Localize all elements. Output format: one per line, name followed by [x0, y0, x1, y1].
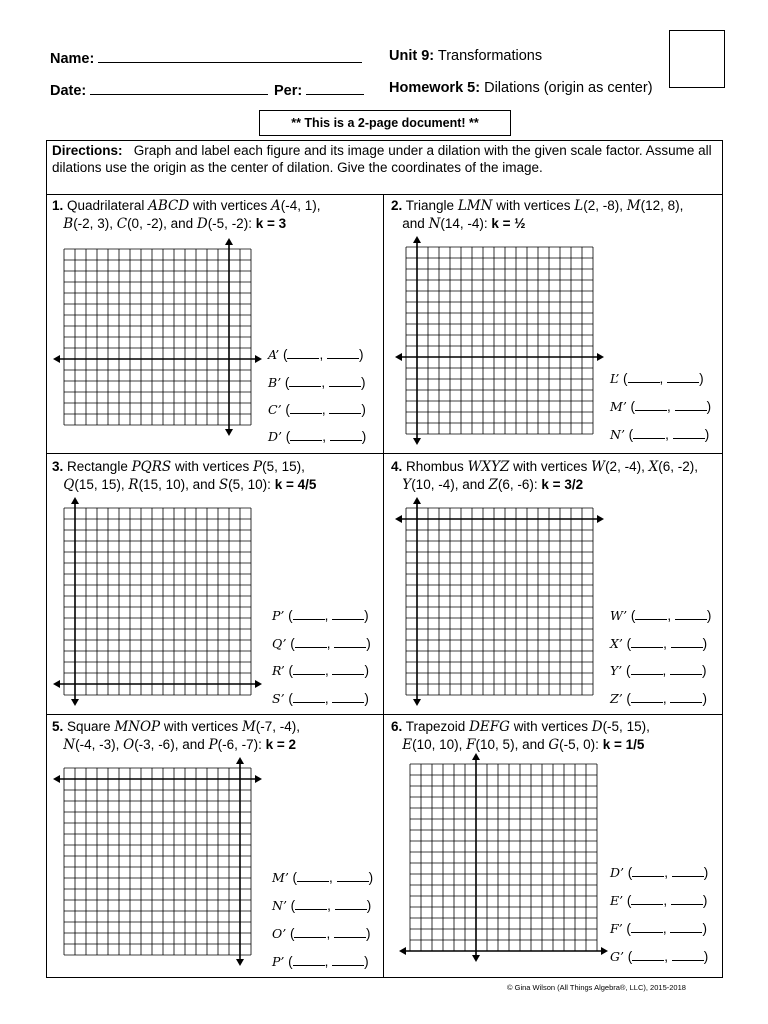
unit-label: Unit 9:	[389, 48, 435, 64]
divider-center	[383, 194, 384, 978]
answer-blank[interactable]	[332, 690, 364, 703]
problem-3-text: 3. Rectangle PQRS with vertices P(5, 15), Q(15, 15), R(15, 10), and S(5, 10): k = 4/5	[52, 459, 317, 493]
answer-3b[interactable]: Q’ ( , )	[272, 636, 371, 651]
divider-directions	[46, 194, 723, 195]
answer-3d[interactable]: S’ ( , )	[272, 691, 369, 706]
answer-blank[interactable]	[297, 869, 329, 882]
x-axis-arrow-left	[53, 775, 60, 783]
answer-blank[interactable]	[673, 426, 705, 439]
coordinate-grid-1[interactable]	[52, 241, 264, 453]
directions-label: Directions:	[52, 143, 123, 158]
unit-name: Transformations	[437, 48, 543, 64]
answer-blank[interactable]	[631, 635, 663, 648]
answer-blank[interactable]	[670, 662, 702, 675]
answer-blank[interactable]	[293, 690, 325, 703]
answer-blank[interactable]	[675, 607, 707, 620]
answer-blank[interactable]	[334, 635, 366, 648]
y-axis-arrow-down	[472, 955, 480, 962]
answer-blank[interactable]	[670, 920, 702, 933]
answer-blank[interactable]	[633, 426, 665, 439]
coordinate-grid-5[interactable]	[52, 756, 264, 968]
answer-blank[interactable]	[337, 869, 369, 882]
answer-blank[interactable]	[289, 374, 321, 387]
x-axis-arrow-right	[597, 515, 604, 523]
answer-5c[interactable]: O’ ( , )	[272, 926, 371, 941]
answer-blank[interactable]	[290, 401, 322, 414]
answer-blank[interactable]	[294, 925, 326, 938]
y-axis-arrow-up	[71, 497, 79, 504]
x-axis-arrow-right	[255, 775, 262, 783]
answer-blank[interactable]	[628, 370, 660, 383]
answer-6b[interactable]: E’ ( , )	[610, 893, 708, 908]
answer-blank[interactable]	[667, 370, 699, 383]
answer-blank[interactable]	[672, 864, 704, 877]
coordinate-grid-6[interactable]	[398, 760, 610, 972]
per-label: Per:	[274, 83, 303, 99]
answer-blank[interactable]	[334, 925, 366, 938]
answer-blank[interactable]	[329, 401, 361, 414]
answer-5b[interactable]: N’ ( , )	[272, 898, 372, 913]
y-axis-arrow-down	[413, 438, 421, 445]
coordinate-grid-2[interactable]	[394, 241, 606, 453]
answer-blank[interactable]	[332, 607, 364, 620]
answer-1c[interactable]: C’ ( , )	[268, 402, 366, 417]
divider-row-1	[46, 453, 723, 454]
answer-blank[interactable]	[670, 690, 702, 703]
answer-5d[interactable]: P’ ( , )	[272, 954, 369, 969]
date-label: Date:	[50, 83, 87, 99]
x-axis-arrow-left	[53, 355, 60, 363]
divider-row-2	[46, 714, 723, 715]
homework-label: Homework 5:	[389, 80, 481, 96]
answer-2c[interactable]: N’ ( , )	[610, 427, 710, 442]
answer-blank[interactable]	[675, 398, 707, 411]
answer-blank[interactable]	[295, 897, 327, 910]
answer-1d[interactable]: D’ ( , )	[268, 429, 367, 444]
answer-blank[interactable]	[671, 635, 703, 648]
answer-blank[interactable]	[672, 948, 704, 961]
per-blank[interactable]	[306, 80, 364, 95]
answer-blank[interactable]	[631, 662, 663, 675]
coordinate-grid-4[interactable]	[394, 498, 606, 710]
answer-blank[interactable]	[631, 892, 663, 905]
answer-blank[interactable]	[287, 346, 319, 359]
coordinate-grid-3[interactable]	[52, 496, 264, 708]
answer-blank[interactable]	[671, 892, 703, 905]
y-axis-arrow-down	[225, 429, 233, 436]
answer-blank[interactable]	[635, 398, 667, 411]
answer-blank[interactable]	[631, 690, 663, 703]
name-blank[interactable]	[98, 48, 362, 63]
answer-3a[interactable]: P’ ( , )	[272, 608, 369, 623]
y-axis-arrow-up	[413, 497, 421, 504]
answer-6a[interactable]: D’ ( , )	[610, 865, 709, 880]
answer-blank[interactable]	[332, 953, 364, 966]
answer-6d[interactable]: G’ ( , )	[610, 949, 709, 964]
answer-blank[interactable]	[632, 864, 664, 877]
answer-blank[interactable]	[290, 428, 322, 441]
problem-2-text: 2. Triangle LMN with vertices L(2, -8), M(12, 8), and N(14, -4): k = ½	[391, 198, 684, 232]
answer-blank[interactable]	[631, 920, 663, 933]
answer-4d[interactable]: Z’ ( , )	[610, 691, 707, 706]
problem-5-text: 5. Square MNOP with vertices M(-7, -4), N(-4, -3), O(-3, -6), and P(-6, -7): k = 2	[52, 719, 301, 753]
answer-4c[interactable]: Y’ ( , )	[610, 663, 707, 678]
answer-blank[interactable]	[329, 374, 361, 387]
answer-blank[interactable]	[293, 662, 325, 675]
per-field[interactable]	[274, 80, 364, 99]
homework-title	[389, 80, 653, 96]
answer-1b[interactable]: B’ ( , )	[268, 375, 366, 390]
y-axis-arrow-up	[236, 757, 244, 764]
date-field[interactable]	[50, 80, 268, 99]
x-axis-arrow-right	[255, 355, 262, 363]
answer-4b[interactable]: X’ ( , )	[610, 636, 708, 651]
name-field[interactable]	[50, 48, 362, 67]
answer-blank[interactable]	[327, 346, 359, 359]
answer-blank[interactable]	[335, 897, 367, 910]
date-blank[interactable]	[90, 80, 268, 95]
two-page-banner: ** This is a 2-page document! **	[259, 110, 511, 136]
directions	[52, 142, 718, 176]
directions-text: Graph and label each figure and its image under a dilation with the given scale factor. Assume all dilations use the origin as the center of dilation. Give the coordinates of the image.	[52, 143, 712, 175]
x-axis-arrow-left	[399, 947, 406, 955]
score-box[interactable]	[669, 30, 725, 88]
name-label: Name:	[50, 51, 95, 67]
homework-name: Dilations (origin as center)	[484, 80, 653, 96]
x-axis-arrow-right	[255, 680, 262, 688]
answer-4a[interactable]: W’ ( , )	[610, 608, 712, 623]
answer-2b[interactable]: M’ ( , )	[610, 399, 712, 414]
answer-5a[interactable]: M’ ( , )	[272, 870, 374, 885]
unit-title	[389, 48, 542, 64]
y-axis-arrow-down	[236, 959, 244, 966]
answer-6c[interactable]: F’ ( , )	[610, 921, 707, 936]
answer-blank[interactable]	[330, 428, 362, 441]
answer-1a[interactable]: A’ ( , )	[268, 347, 364, 362]
problem-6-text: 6. Trapezoid DEFG with vertices D(-5, 15), E(10, 10), F(10, 5), and G(-5, 0): k = 1/5	[391, 719, 650, 753]
y-axis-arrow-down	[71, 699, 79, 706]
answer-blank[interactable]	[293, 607, 325, 620]
answer-3c[interactable]: R’ ( , )	[272, 663, 369, 678]
copyright: © Gina Wilson (All Things Algebra®, LLC), 2015-2018	[507, 983, 686, 992]
x-axis-arrow-right	[597, 353, 604, 361]
problem-1-text: 1. Quadrilateral ABCD with vertices A(-4, 1), B(-2, 3), C(0, -2), and D(-5, -2): k = 3	[52, 198, 321, 232]
x-axis-arrow-left	[395, 515, 402, 523]
x-axis-arrow-right	[601, 947, 608, 955]
answer-blank[interactable]	[332, 662, 364, 675]
y-axis-arrow-down	[413, 699, 421, 706]
answer-blank[interactable]	[295, 635, 327, 648]
x-axis-arrow-left	[53, 680, 60, 688]
answer-blank[interactable]	[632, 948, 664, 961]
answer-2a[interactable]: L’ ( , )	[610, 371, 704, 386]
answer-blank[interactable]	[635, 607, 667, 620]
problem-4-text: 4. Rhombus WXYZ with vertices W(2, -4), X(6, -2), Y(10, -4), and Z(6, -6): k = 3/2	[391, 459, 698, 493]
x-axis-arrow-left	[395, 353, 402, 361]
answer-blank[interactable]	[293, 953, 325, 966]
